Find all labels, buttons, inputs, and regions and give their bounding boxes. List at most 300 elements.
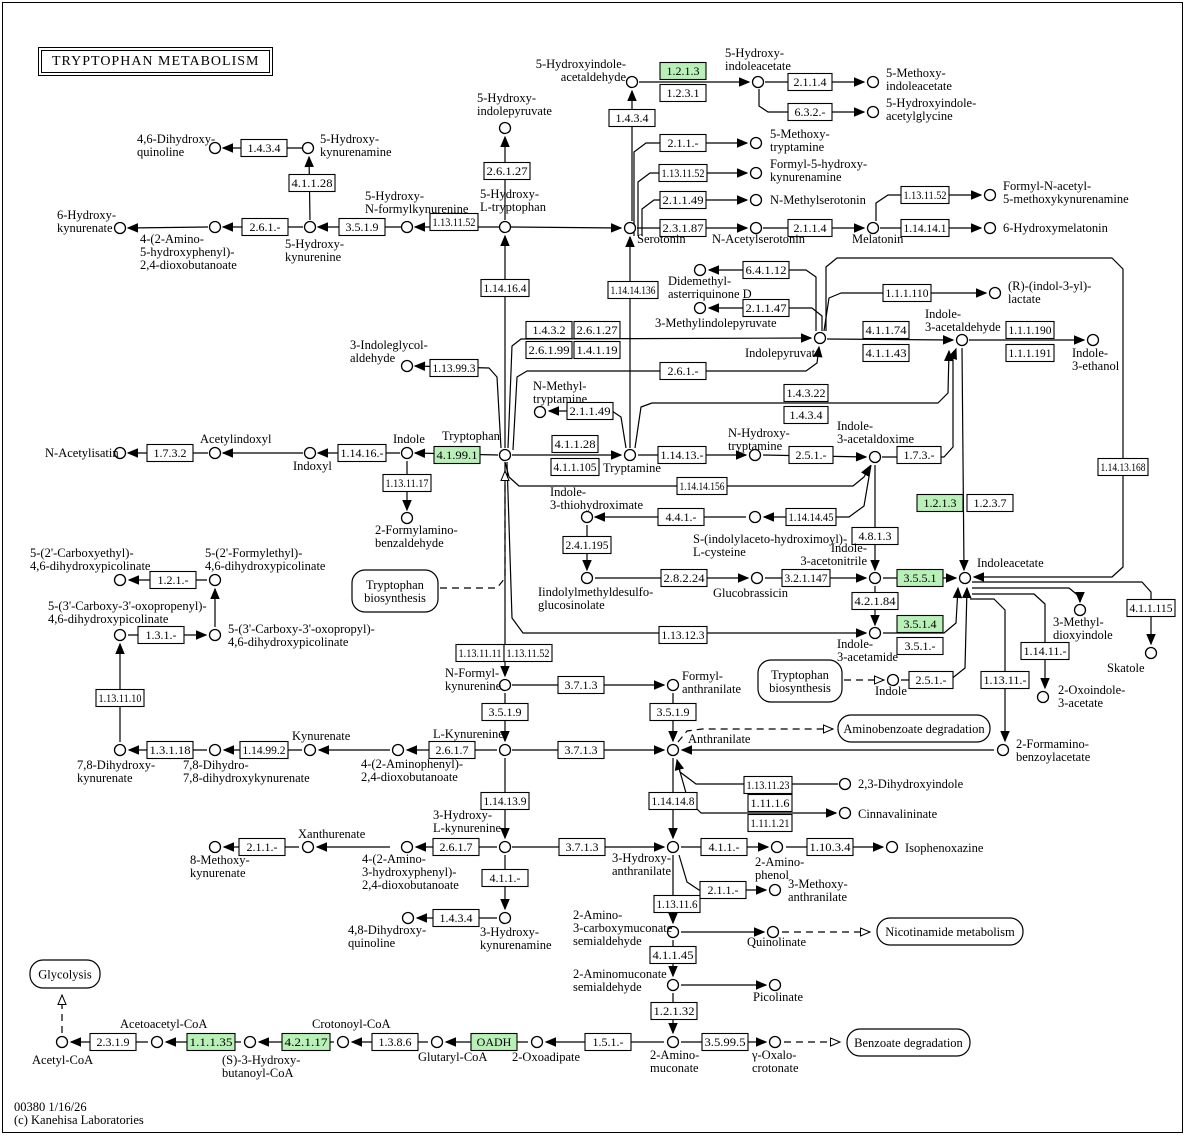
metabolite-node[interactable] — [500, 450, 511, 461]
metabolite-label: Tryptamine — [603, 461, 661, 475]
arrowhead-icon — [857, 574, 867, 582]
ec-label: 1.13.11.52 — [432, 215, 476, 229]
metabolite-node[interactable] — [1075, 605, 1086, 616]
ec-label: 1.1.1.35 — [189, 1035, 233, 1049]
ec-label: 1.3.1.- — [145, 628, 177, 642]
arrowhead-icon — [759, 843, 769, 851]
metabolite-node[interactable] — [403, 913, 414, 924]
metabolite-node[interactable] — [115, 745, 126, 756]
ec-label: 6.3.2.- — [794, 105, 826, 119]
metabolite-label: 6-Hydroxy- — [57, 208, 117, 222]
metabolite-node[interactable] — [393, 745, 404, 756]
arrowhead-icon — [943, 336, 953, 344]
metabolite-label: 8-Methoxy- — [190, 853, 250, 867]
metabolite-node[interactable] — [868, 77, 879, 88]
metabolite-label: Indole- — [1072, 346, 1109, 360]
metabolite-node[interactable] — [668, 680, 679, 691]
arrowhead-icon — [612, 451, 622, 459]
metabolite-node[interactable] — [210, 630, 221, 641]
metabolite-label: benzaldehyde — [375, 536, 444, 550]
ec-label: 1.4.1.19 — [576, 343, 618, 357]
metabolite-node[interactable] — [750, 512, 761, 523]
metabolite-label: 5-Methoxy- — [770, 127, 830, 141]
metabolite-label: 5-Hydroxy- — [480, 187, 540, 201]
ec-label: 1.14.14.8 — [651, 794, 695, 808]
ec-label: 1.1.1.110 — [885, 286, 929, 300]
metabolite-node[interactable] — [402, 513, 413, 524]
metabolite-label: asterriquinone D — [668, 287, 752, 301]
arrowhead-icon — [626, 237, 634, 247]
arrowhead-icon — [546, 1038, 556, 1046]
ec-label: 2.8.2.24 — [663, 571, 705, 585]
pathway-link-label: Benzoate degradation — [854, 1036, 963, 1050]
metabolite-node[interactable] — [500, 745, 511, 756]
ec-label: 4.1.1.74 — [865, 323, 907, 337]
metabolite-node[interactable] — [1088, 335, 1099, 346]
ec-label: 3.5.1.9 — [656, 705, 690, 719]
map-title-box — [38, 47, 273, 76]
arrowhead-icon — [757, 886, 767, 894]
metabolite-label: Glutaryl-CoA — [418, 1050, 488, 1064]
metabolite-label: kynurenamine — [480, 938, 552, 952]
ec-label: 1.13.11.6 — [656, 897, 698, 911]
open-arrowhead-icon — [861, 928, 871, 936]
metabolite-node[interactable] — [57, 1037, 68, 1048]
metabolite-label: 5-Methoxy- — [886, 66, 946, 80]
metabolite-label: 4-(2-Aminophenyl)- — [361, 757, 464, 771]
ec-label: 6.4.1.12 — [745, 263, 787, 277]
ec-label: OADH — [476, 1035, 512, 1049]
arrowhead-icon — [855, 108, 865, 116]
metabolite-label: 7,8-Dihydroxy- — [77, 758, 156, 772]
metabolite-node[interactable] — [305, 745, 316, 756]
arrowhead-icon — [972, 224, 982, 232]
arrowhead-icon — [116, 644, 124, 654]
arrowhead-icon — [974, 573, 984, 581]
arrowhead-icon — [669, 1024, 677, 1034]
metabolite-node[interactable] — [115, 630, 126, 641]
metabolite-node[interactable] — [402, 842, 413, 853]
metabolite-label: 5-(2'-Formylethyl)- — [205, 546, 303, 560]
metabolite-node[interactable] — [625, 450, 636, 461]
pathway-link-label: Glycolysis — [38, 967, 92, 982]
metabolite-label: muconate — [650, 1061, 699, 1075]
metabolite-label: 3-Indoleglycol- — [350, 338, 428, 352]
metabolite-node[interactable] — [770, 1037, 781, 1048]
ec-label: 2.5.1.- — [915, 673, 947, 687]
open-arrowhead-icon — [831, 1038, 841, 1046]
ec-label: 2.3.1.87 — [662, 221, 704, 235]
metabolite-node[interactable] — [1146, 648, 1157, 659]
pathway-link-label: Tryptophan — [366, 578, 424, 592]
metabolite-label: Formyl-5-hydroxy- — [770, 157, 868, 171]
arrowhead-icon — [259, 1038, 269, 1046]
metabolite-label: L-cysteine — [693, 545, 746, 559]
ec-label: 1.4.3.2 — [532, 323, 566, 337]
ec-label: 1.10.3.4 — [809, 840, 851, 854]
ec-label: 4.2.1.17 — [284, 1035, 328, 1049]
map-footer — [14, 1101, 144, 1127]
metabolite-label: indolepyruvate — [477, 104, 552, 118]
pathway-link-label: Tryptophan — [771, 668, 829, 682]
metabolite-node[interactable] — [668, 745, 679, 756]
metabolite-label: 3-thiohydroximate — [550, 498, 644, 512]
metabolite-label: 2,4-dioxobutanoate — [362, 878, 459, 892]
metabolite-node[interactable] — [751, 195, 762, 206]
ec-label: 4.4.1.- — [665, 510, 697, 524]
metabolite-node[interactable] — [770, 885, 781, 896]
ec-label: 1.14.16.4 — [483, 281, 527, 295]
arrowhead-icon — [1076, 593, 1084, 603]
arrowhead-icon — [1041, 679, 1049, 689]
arrowhead-icon — [501, 667, 509, 677]
metabolite-label: N-Formyl- — [445, 666, 500, 680]
metabolite-label: anthranilate — [682, 682, 741, 696]
metabolite-node[interactable] — [305, 222, 316, 233]
metabolite-node[interactable] — [960, 573, 971, 584]
ec-label: 1.13.11.- — [983, 673, 1027, 687]
ec-label: 1.14.13.9 — [483, 794, 527, 808]
ec-label: 1.13.11.17 — [385, 476, 429, 490]
metabolite-label: Kynurenate — [292, 729, 351, 743]
metabolite-node[interactable] — [500, 913, 511, 924]
edge — [962, 348, 964, 570]
metabolite-label: kynurenine — [285, 250, 342, 264]
pathway-link-label: biosynthesis — [769, 681, 831, 695]
ec-label: 2.3.1.9 — [96, 1035, 130, 1049]
ec-label: 4.1.1.28 — [291, 176, 333, 190]
arrowhead-icon — [211, 589, 219, 599]
arrowhead-icon — [1001, 732, 1009, 742]
metabolite-label: Indole- — [550, 485, 587, 499]
metabolite-node[interactable] — [957, 335, 968, 346]
metabolite-node[interactable] — [985, 190, 996, 201]
metabolite-label: Indole- — [837, 637, 874, 651]
arrowhead-icon — [738, 196, 748, 204]
arrowhead-icon — [501, 900, 509, 910]
arrowhead-icon — [407, 746, 417, 754]
edge — [972, 588, 1080, 602]
metabolite-label: (R)-(indol-3-yl)- — [1008, 279, 1092, 293]
ec-label: 3.5.1.9 — [345, 220, 379, 234]
metabolite-node[interactable] — [582, 573, 593, 584]
metabolite-label: 4,6-dihydroxypicolinate — [30, 559, 151, 573]
metabolite-label: tryptamine — [533, 392, 588, 406]
arrowhead-icon — [415, 449, 425, 457]
metabolite-node[interactable] — [210, 575, 221, 586]
metabolite-label: Indole- — [837, 419, 874, 433]
ec-label: 1.13.11.10 — [98, 691, 142, 705]
metabolite-label: 7,8-dihydroxykynurenate — [183, 771, 310, 785]
metabolite-node[interactable] — [840, 808, 851, 819]
ec-label: 3.7.1.3 — [564, 678, 598, 692]
arrowhead-icon — [1075, 336, 1085, 344]
ec-label: 2.6.1.- — [249, 220, 281, 234]
ec-label: 3.5.5.1 — [903, 571, 937, 585]
arrowhead-icon — [446, 1038, 456, 1046]
ec-label: 2.1.1.49 — [662, 193, 704, 207]
metabolite-label: L-tryptophan — [480, 200, 546, 214]
metabolite-label: 4,6-dihydroxypicolinate — [228, 635, 349, 649]
arrowhead-icon — [655, 843, 665, 851]
metabolite-label: Indoleacetate — [977, 556, 1044, 570]
metabolite-node[interactable] — [500, 123, 511, 134]
arrowhead-icon — [318, 449, 328, 457]
arrowhead-icon — [738, 139, 748, 147]
metabolite-node[interactable] — [887, 842, 898, 853]
metabolite-label: crotonate — [752, 1061, 799, 1075]
metabolite-label: Indole — [393, 432, 425, 446]
metabolite-label: 4,8-Dihydroxy- — [348, 923, 427, 937]
edge — [827, 339, 953, 340]
metabolite-label: anthranilate — [612, 864, 671, 878]
pathway-link-label: Nicotinamide metabolism — [885, 925, 1015, 939]
metabolite-label: 3-acetonitrile — [800, 554, 867, 568]
arrowhead-icon — [223, 144, 233, 152]
ec-label: 1.4.3.4 — [439, 911, 473, 925]
ec-label: 1.14.99.2 — [242, 743, 286, 757]
metabolite-node[interactable] — [627, 77, 638, 88]
metabolite-label: 2-Amino- — [650, 1048, 700, 1062]
metabolite-label: butanoyl-CoA — [222, 1066, 294, 1080]
metabolite-label: Indole — [875, 684, 907, 698]
arrowhead-icon — [403, 501, 411, 511]
metabolite-node[interactable] — [402, 222, 413, 233]
ec-label: 4.1.1.45 — [652, 948, 694, 962]
metabolite-node[interactable] — [305, 448, 316, 459]
metabolite-label: Indole- — [830, 541, 867, 555]
metabolite-label: benzoylacetate — [1016, 750, 1091, 764]
arrowhead-icon — [740, 78, 750, 86]
metabolite-node[interactable] — [535, 407, 546, 418]
metabolite-label: 5-Hydroxy- — [365, 189, 425, 203]
ec-label: 3.5.99.5 — [704, 1035, 746, 1049]
metabolite-label: 2-Amino- — [755, 855, 805, 869]
arrowhead-icon — [953, 588, 961, 598]
metabolite-label: kynurenate — [77, 771, 133, 785]
arrowhead-icon — [871, 561, 879, 571]
metabolite-label: 5-Hydroxy- — [477, 91, 537, 105]
ec-label: 4.1.1.- — [489, 871, 521, 885]
metabolite-label: Indoxyl — [293, 459, 332, 473]
metabolite-node[interactable] — [1038, 692, 1049, 703]
metabolite-label: 5-hydroxyphenyl)- — [140, 245, 235, 259]
ec-label: 1.13.11.52 — [506, 646, 550, 660]
arrowhead-icon — [874, 843, 884, 851]
ec-label: 1.14.14.156 — [679, 479, 725, 493]
edge — [511, 227, 621, 228]
arrowhead-icon — [855, 78, 865, 86]
metabolite-node[interactable] — [998, 745, 1009, 756]
metabolite-label: 3-ethanol — [1072, 359, 1120, 373]
metabolite-node[interactable] — [625, 223, 636, 234]
arrowhead-icon — [757, 981, 767, 989]
metabolite-node[interactable] — [402, 361, 413, 372]
ec-label: 1.2.1.3 — [666, 64, 700, 78]
arrowhead-icon — [501, 137, 509, 147]
metabolite-label: acetylglycine — [886, 109, 953, 123]
metabolite-node[interactable] — [500, 842, 511, 853]
metabolite-node[interactable] — [985, 223, 996, 234]
metabolite-label: glucosinolate — [538, 598, 605, 612]
ec-label: 1.11.1.21 — [750, 816, 790, 830]
metabolite-label: semialdehyde — [573, 980, 642, 994]
metabolite-node[interactable] — [582, 512, 593, 523]
metabolite-label: N-Hydroxy- — [728, 426, 790, 440]
metabolite-node[interactable] — [210, 448, 221, 459]
arrowhead-icon — [417, 914, 427, 922]
ec-label: 2.6.1.27 — [576, 323, 618, 337]
arrowhead-icon — [801, 334, 811, 342]
arrowhead-icon — [129, 746, 139, 754]
metabolite-label: 3-acetaldoxime — [837, 432, 915, 446]
arrowhead-icon — [305, 157, 313, 167]
ec-label: 2.4.1.195 — [565, 538, 609, 552]
ec-label: 2.1.1.49 — [569, 404, 611, 418]
metabolite-label: Tryptophan — [442, 429, 500, 443]
metabolite-node[interactable] — [210, 842, 221, 853]
ec-label: 1.13.11.11 — [458, 646, 502, 660]
arrowhead-icon — [611, 224, 621, 232]
ec-label: 4.8.1.3 — [858, 529, 892, 543]
metabolite-node[interactable] — [432, 1037, 443, 1048]
ec-label: 1.4.3.22 — [786, 386, 826, 400]
metabolite-label: Isophenoxazine — [905, 841, 984, 855]
metabolite-node[interactable] — [303, 143, 314, 154]
metabolite-node[interactable] — [668, 980, 679, 991]
arrowhead-icon — [857, 629, 867, 637]
arrowhead-icon — [197, 631, 207, 639]
copyright: (c) Kanehisa Laboratories — [14, 1113, 144, 1127]
metabolite-label: N-formylkynurenine — [365, 202, 469, 216]
metabolite-label: quinoline — [348, 936, 396, 950]
metabolite-node[interactable] — [115, 223, 126, 234]
metabolite-label: 5-Hydroxy- — [285, 237, 345, 251]
metabolite-label: 3-Methylindolepyruvate — [655, 316, 777, 330]
ec-label: 1.4.3.4 — [789, 408, 823, 422]
metabolite-node[interactable] — [402, 448, 413, 459]
metabolite-node[interactable] — [772, 842, 783, 853]
ec-label: 1.14.14.1 — [903, 221, 947, 235]
arrowhead-icon — [669, 732, 677, 742]
ec-label: 2.1.1.47 — [745, 301, 787, 315]
ec-label: 1.2.3.7 — [973, 496, 1007, 510]
metabolite-node[interactable] — [303, 842, 314, 853]
metabolite-label: kynurenamine — [320, 145, 392, 159]
arrowhead-icon — [71, 1038, 81, 1046]
metabolite-node[interactable] — [152, 1037, 163, 1048]
metabolite-node[interactable] — [752, 573, 763, 584]
arrowhead-icon — [549, 407, 559, 415]
ec-label: 1.13.11.23 — [746, 778, 790, 792]
arrowhead-icon — [655, 681, 665, 689]
metabolite-label: dioxyindole — [1053, 628, 1113, 642]
arrowhead-icon — [166, 1038, 176, 1046]
ec-label: 2.6.1.99 — [528, 343, 570, 357]
metabolite-node[interactable] — [840, 779, 851, 790]
metabolite-label: 3-Hydroxy- — [433, 808, 493, 822]
metabolite-node[interactable] — [751, 168, 762, 179]
metabolite-node[interactable] — [868, 107, 879, 118]
metabolite-node[interactable] — [210, 745, 221, 756]
metabolite-label: 3-acetaldehyde — [925, 320, 1001, 334]
arrowhead-icon — [319, 746, 329, 754]
metabolite-node[interactable] — [532, 1037, 543, 1048]
metabolite-label: 2-Oxoadipate — [512, 1050, 581, 1064]
metabolite-label: semialdehyde — [573, 934, 642, 948]
metabolite-label: Melatonin — [852, 232, 904, 246]
metabolite-label: kynurenamine — [770, 170, 842, 184]
ec-label: 1.13.11.52 — [661, 166, 705, 180]
metabolite-label: N-Acetylserotonin — [712, 232, 806, 246]
metabolite-label: γ-Oxalo- — [752, 1048, 797, 1062]
ec-label: 1.2.1.3 — [923, 496, 957, 510]
metabolite-node[interactable] — [815, 333, 826, 344]
ec-label: 1.14.13.168 — [1100, 460, 1146, 474]
ec-label: 3.7.1.3 — [565, 840, 599, 854]
metabolite-label: 5-methoxykynurenamine — [1003, 192, 1129, 206]
arrowhead-icon — [352, 1038, 362, 1046]
arrowhead-icon — [977, 289, 987, 297]
arrowhead-icon — [764, 513, 774, 521]
metabolite-label: L-Kynurenine — [433, 727, 504, 741]
metabolite-node[interactable] — [115, 575, 126, 586]
ec-label: 4.1.1.- — [708, 840, 740, 854]
metabolite-label: 3-carboxymuconate — [573, 921, 673, 935]
metabolite-node[interactable] — [990, 288, 1001, 299]
ec-label: 3.5.1.9 — [488, 705, 522, 719]
ec-label: 1.2.1.32 — [653, 1004, 695, 1018]
arrowhead-icon — [963, 588, 971, 598]
metabolite-label: 2,3-Dihydroxyindole — [858, 777, 964, 791]
metabolite-node[interactable] — [695, 303, 706, 314]
metabolite-node[interactable] — [770, 980, 781, 991]
metabolite-node[interactable] — [210, 222, 221, 233]
metabolite-label: Indolepyruvate — [745, 346, 821, 360]
ec-label: 1.4.3.4 — [615, 111, 649, 125]
metabolite-node[interactable] — [751, 138, 762, 149]
metabolite-node[interactable] — [500, 222, 511, 233]
metabolite-node[interactable] — [338, 1037, 349, 1048]
arrowhead-icon — [583, 561, 591, 571]
ec-label: 2.6.1.27 — [486, 164, 528, 178]
metabolite-node[interactable] — [753, 77, 764, 88]
ec-label: 1.13.11.52 — [903, 188, 947, 202]
metabolite-node[interactable] — [870, 452, 881, 463]
metabolite-label: N-Methyl- — [533, 379, 587, 393]
metabolite-label: 3-hydroxyphenyl)- — [362, 865, 457, 879]
metabolite-label: indoleacetate — [725, 59, 791, 73]
open-arrowhead-icon — [58, 995, 66, 1005]
metabolite-node[interactable] — [870, 573, 881, 584]
metabolite-label: (S)-3-Hydroxy- — [222, 1053, 301, 1067]
arrowhead-icon — [738, 224, 748, 232]
ec-label: 1.13.99.3 — [432, 361, 476, 375]
metabolite-node[interactable] — [668, 1037, 679, 1048]
metabolite-label: 3-acetamide — [837, 650, 899, 664]
metabolite-label: Skatole — [1107, 661, 1145, 675]
arrowhead-icon — [224, 843, 234, 851]
ec-label: 4.1.1.43 — [865, 346, 907, 360]
ec-label: 2.1.1.4 — [793, 75, 827, 89]
metabolite-label: kynurenate — [57, 221, 113, 235]
metabolite-label: 4-(2-Amino- — [140, 232, 204, 246]
metabolite-label: 3-acetate — [1058, 696, 1104, 710]
arrowhead-icon — [223, 223, 233, 231]
metabolite-label: N-Methylserotonin — [770, 193, 866, 207]
metabolite-node[interactable] — [245, 1037, 256, 1048]
map-number: 00380 1/16/26 — [14, 1100, 87, 1114]
